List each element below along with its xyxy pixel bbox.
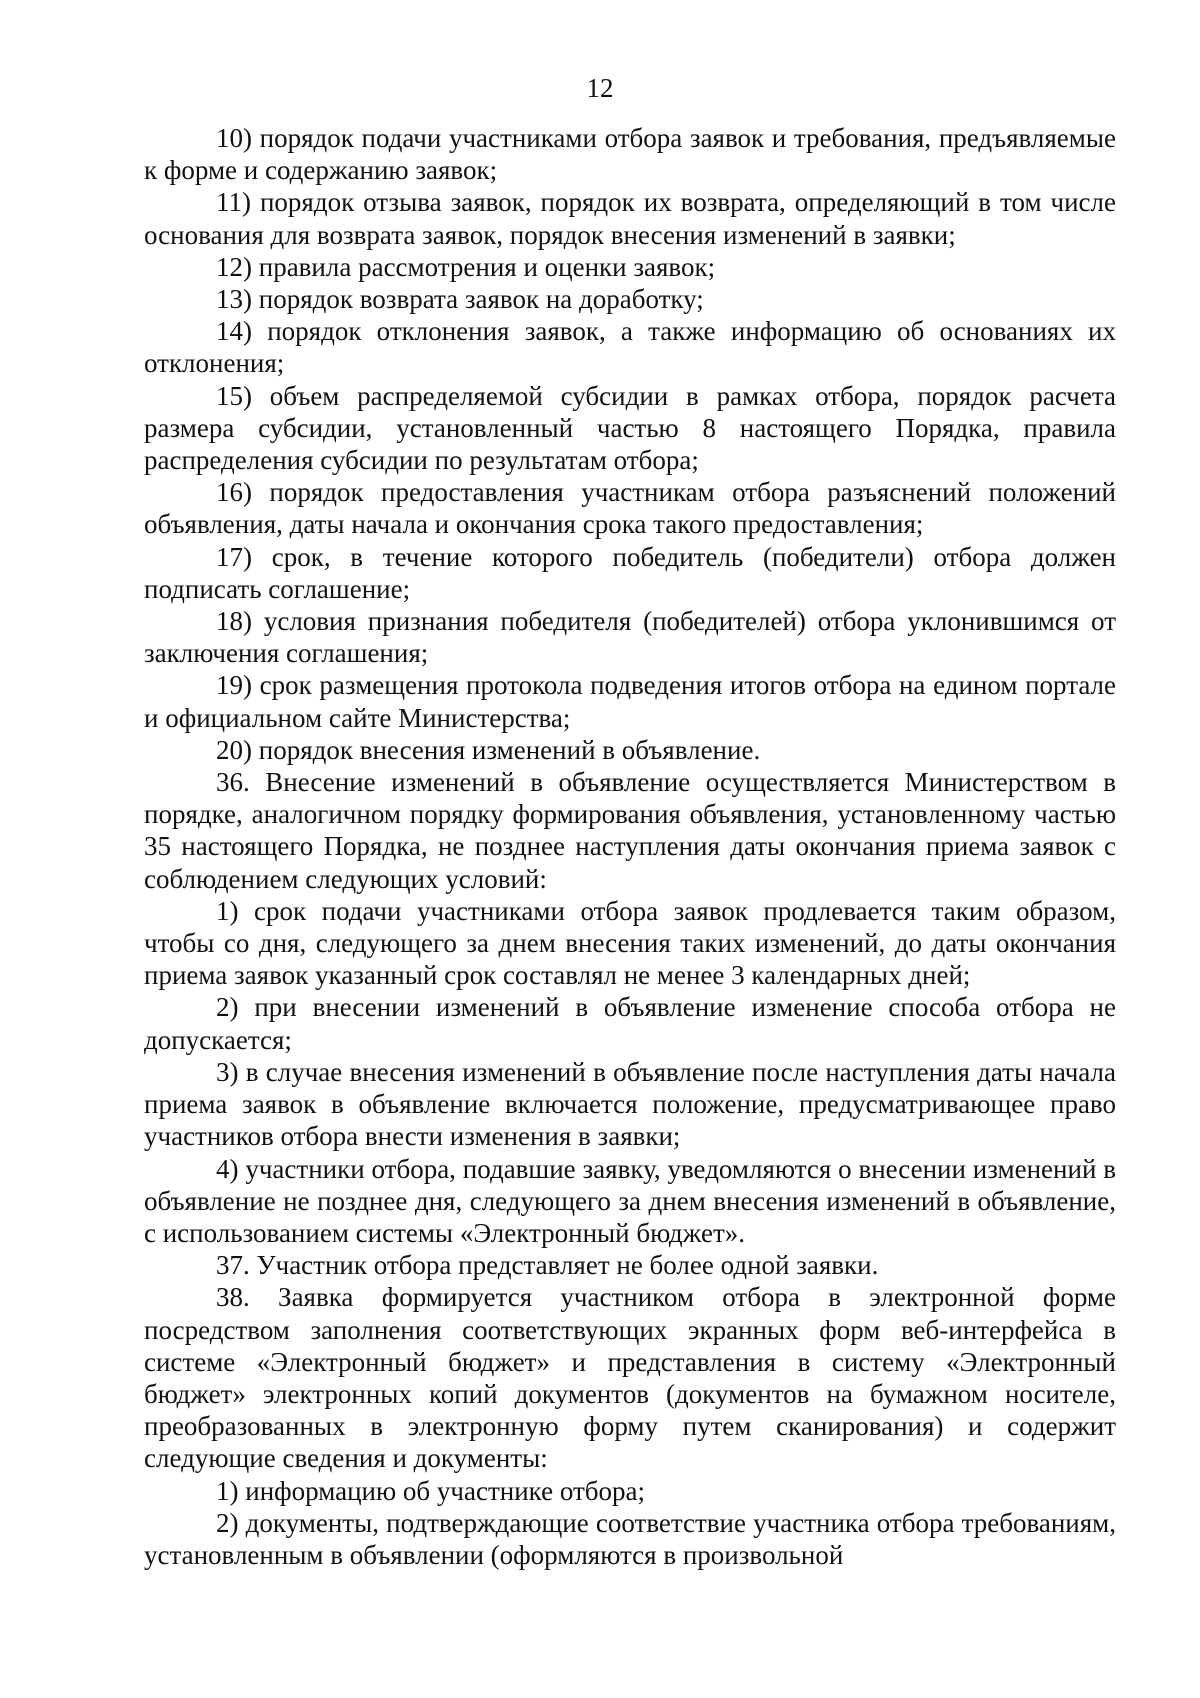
page-number: 12 xyxy=(586,73,614,103)
paragraph-item-19: 19) срок размещения протокола подведения итогов отбора на едином портале и официальном сайте Министерства; xyxy=(144,670,1116,733)
paragraph-part-36: 36. Внесение изменений в объявление осуществляется Министерством в порядке, аналогичном порядку формирования объявления, установленному частью 35 настоящего Порядка, не позднее наступления даты окончания приема заявок с соблюдением следующих условий: xyxy=(144,767,1116,894)
paragraph-item-12: 12) правила рассмотрения и оценки заявок; xyxy=(216,251,716,282)
paragraph-item-13: 13) порядок возврата заявок на доработку; xyxy=(216,284,704,315)
paragraph-item-15: 15) объем распределяемой субсидии в рамках отбора, порядок расчета размера субсидии, установленный частью 8 настоящего Порядка, правила распределения субсидии по результатам отбора; xyxy=(144,380,1116,476)
paragraph-part-36-item-2: 2) при внесении изменений в объявление изменение способа отбора не допускается; xyxy=(144,992,1116,1055)
paragraph-part-36-item-3: 3) в случае внесения изменений в объявление после наступления даты начала приема заявок в объявление включается положение, предусматривающее право участников отбора внести изменения в заявки; xyxy=(144,1056,1116,1152)
paragraph-part-38-item-2: 2) документы, подтверждающие соответствие участника отбора требованиям, установленным в объявлении (оформляются в произвольной xyxy=(144,1507,1116,1570)
paragraph-item-20: 20) порядок внесения изменений в объявление. xyxy=(216,734,761,765)
paragraph-item-16: 16) порядок предоставления участникам отбора разъяснений положений объявления, даты начала и окончания срока такого предоставления; xyxy=(144,477,1116,540)
paragraph-item-14: 14) порядок отклонения заявок, а также информацию об основаниях их отклонения; xyxy=(144,316,1116,379)
paragraph-part-38-item-1: 1) информацию об участнике отбора; xyxy=(216,1475,646,1506)
paragraph-part-38: 38. Заявка формируется участником отбора в электронной форме посредством заполнения соответствующих экранных форм веб-интерфейса в системе «Электронный бюджет» и представления в систему «Электронный бюджет» электронных копий документов (документов на бумажном носителе, преобразованных в электронную форму путем сканирования) и содержит следующие сведения и документы: xyxy=(144,1282,1116,1474)
paragraph-part-37: 37. Участник отбора представляет не более одной заявки. xyxy=(216,1250,879,1281)
paragraph-item-18: 18) условия признания победителя (победителей) отбора уклонившимся от заключения соглашения; xyxy=(144,606,1116,669)
paragraph-part-36-item-1: 1) срок подачи участниками отбора заявок продлевается таким образом, чтобы со дня, следующего за днем внесения таких изменений, до даты окончания приема заявок указанный срок составлял не менее 3 календарных дней; xyxy=(144,895,1116,991)
paragraph-part-36-item-4: 4) участники отбора, подавшие заявку, уведомляются о внесении изменений в объявление не позднее дня, следующего за днем внесения изменений в объявление, с использованием системы «Электронный бюджет». xyxy=(144,1153,1116,1248)
paragraph-item-17: 17) срок, в течение которого победитель (победители) отбора должен подписать соглашение; xyxy=(144,541,1116,604)
paragraph-item-11: 11) порядок отзыва заявок, порядок их возврата, определяющий в том числе основания для возврата заявок, порядок внесения изменений в заявки; xyxy=(144,187,1116,250)
document-body xyxy=(144,122,1116,1571)
paragraph-item-10: 10) порядок подачи участниками отбора заявок и требования, предъявляемые к форме и содержанию заявок; xyxy=(144,123,1116,186)
